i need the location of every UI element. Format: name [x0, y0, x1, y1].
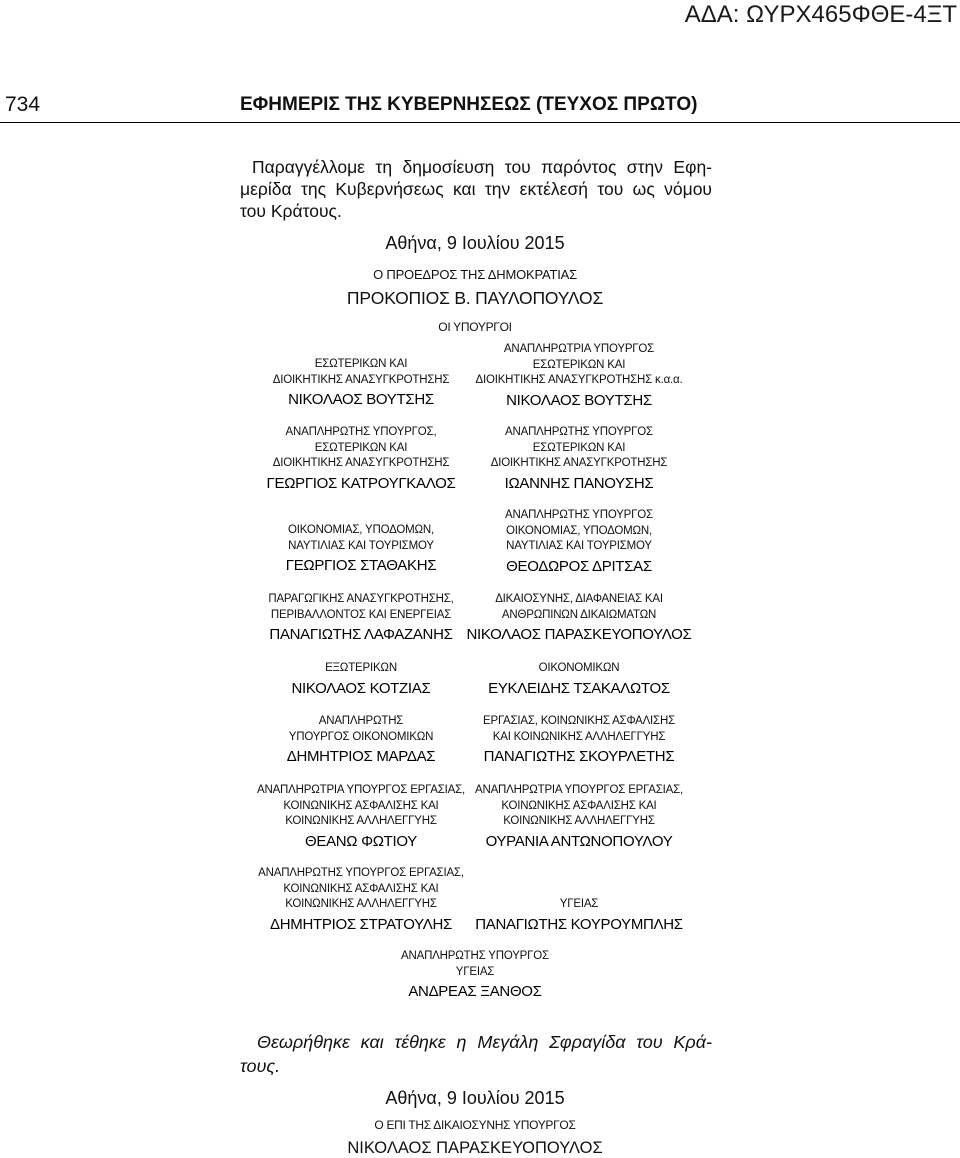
minister-role-line: ΑΝΑΠΛΗΡΩΤΗΣ — [318, 715, 404, 727]
minister-role-line: ΚΟΙΝΩΝΙΚΗΣ ΑΛΛΗΛΕΓΓΥΗΣ — [503, 815, 655, 827]
minister-name: ΑΝΔΡΕΑΣ ΞΑΝΘΟΣ — [408, 983, 542, 1000]
justice-minister-name: ΝΙΚΟΛΑΟΣ ΠΑΡΑΣΚΕΥΟΠΟΥΛΟΣ — [347, 1139, 603, 1157]
minister-role-line: ΥΓΕΙΑΣ — [559, 898, 599, 910]
minister-name: ΙΩΑΝΝΗΣ ΠΑΝΟΥΣΗΣ — [504, 474, 654, 492]
header-divider — [0, 122, 960, 123]
paragraph-line: μερίδα της Κυβερνήσεως και την εκτέλεσή του ως νόμου — [240, 179, 712, 199]
minister-name: ΕΥΚΛΕΙΔΗΣ ΤΣΑΚΑΛΩΤΟΣ — [488, 679, 670, 697]
minister-role-line: ΟΙΚΟΝΟΜΙΑΣ, ΥΠΟΔΟΜΩΝ, — [506, 524, 652, 537]
minister-role-line: ΔΙΚΑΙΟΣΥΝΗΣ, ΔΙΑΦΑΝΕΙΑΣ ΚΑΙ — [495, 593, 663, 605]
minister-role-line: ΠΕΡΙΒΑΛΛΟΝΤΟΣ ΚΑΙ ΕΝΕΡΓΕΙΑΣ — [270, 608, 452, 621]
minister-role-line: ΥΠΟΥΡΓΟΣ ΟΙΚΟΝΟΜΙΚΩΝ — [288, 730, 434, 743]
minister-role-line: ΕΣΩΤΕΡΙΚΩΝ ΚΑΙ — [314, 441, 408, 454]
minister-role-line: ΚΟΙΝΩΝΙΚΗΣ ΑΣΦΑΛΙΣΗΣ ΚΑΙ — [501, 799, 657, 812]
minister-name: ΠΑΝΑΓΙΩΤΗΣ ΣΚΟΥΡΛΕΤΗΣ — [483, 748, 675, 765]
minister-name: ΔΗΜΗΤΡΙΟΣ ΣΤΡΑΤΟΥΛΗΣ — [270, 915, 452, 933]
minister-name: ΝΙΚΟΛΑΟΣ ΒΟΥΤΣΗΣ — [288, 391, 434, 408]
page-number: 734 — [5, 93, 41, 116]
paragraph-line: Παραγγέλλομε τη δημοσίευση του παρόντος στην Εφη- — [252, 157, 712, 177]
paragraph-line: του Κράτους. — [240, 201, 342, 221]
ada-identifier: ΑΔΑ: ΩΥΡΧ465ΦΘΕ-4ΞΤ — [684, 1, 957, 28]
minister-role-line: ΑΝΑΠΛΗΡΩΤΡΙΑ ΥΠΟΥΡΓΟΣ — [503, 343, 655, 355]
minister-name: ΓΕΩΡΓΙΟΣ ΚΑΤΡΟΥΓΚΑΛΟΣ — [266, 474, 456, 492]
president-name: ΠΡΟΚΟΠΙΟΣ Β. ΠΑΥΛΟΠΟΥΛΟΣ — [346, 288, 604, 308]
minister-signature-block — [449, 661, 709, 699]
minister-name: ΠΑΝΑΓΙΩΤΗΣ ΛΑΦΑΖΑΝΗΣ — [269, 626, 453, 643]
minister-role-line: ΟΙΚΟΝΟΜΙΑΣ, ΥΠΟΔΟΜΩΝ, — [288, 524, 434, 536]
gazette-title: ΕΦΗΜΕΡΙΣ ΤΗΣ ΚΥΒΕΡΝΗΣΕΩΣ (ΤΕΥΧΟΣ ΠΡΩΤΟ) — [240, 94, 698, 115]
minister-name: ΘΕΟΔΩΡΟΣ ΔΡΙΤΣΑΣ — [506, 557, 652, 575]
minister-role-line: ΚΟΙΝΩΝΙΚΗΣ ΑΛΛΗΛΕΓΓΥΗΣ — [285, 815, 437, 827]
minister-role-line: ΑΝΘΡΩΠΙΝΩΝ ΔΙΚΑΙΩΜΑΤΩΝ — [501, 608, 657, 621]
minister-name: ΠΑΝΑΓΙΩΤΗΣ ΚΟΥΡΟΥΜΠΛΗΣ — [475, 915, 683, 933]
minister-role-line: ΑΝΑΠΛΗΡΩΤΗΣ ΥΠΟΥΡΓΟΣ, — [285, 426, 437, 438]
minister-role-line: ΔΙΟΙΚΗΤΙΚΗΣ ΑΝΑΣΥΓΚΡΟΤΗΣΗΣ — [490, 457, 668, 469]
minister-name: ΟΥΡΑΝΙΑ ΑΝΤΩΝΟΠΟΥΛΟΥ — [485, 832, 673, 850]
minister-role-line: ΚΟΙΝΩΝΙΚΗΣ ΑΛΛΗΛΕΓΓΥΗΣ — [285, 898, 437, 910]
minister-role-line: ΕΣΩΤΕΡΙΚΩΝ ΚΑΙ — [532, 358, 626, 371]
minister-name: ΘΕΑΝΩ ΦΩΤΙΟΥ — [305, 832, 417, 850]
minister-signature-block — [449, 897, 709, 935]
minister-role-line: ΔΙΟΙΚΗΤΙΚΗΣ ΑΝΑΣΥΓΚΡΟΤΗΣΗΣ κ.α.α. — [475, 374, 683, 386]
minister-signature-block — [449, 342, 709, 411]
minister-name: ΔΗΜΗΤΡΙΟΣ ΜΑΡΔΑΣ — [286, 748, 436, 765]
minister-signature-block — [449, 508, 709, 577]
ministers-heading: ΟΙ ΥΠΟΥΡΓΟΙ — [438, 320, 512, 334]
minister-role-line: ΑΝΑΠΛΗΡΩΤΗΣ ΥΠΟΥΡΓΟΣ ΕΡΓΑΣΙΑΣ, — [258, 867, 464, 879]
president-title: Ο ΠΡΟΕΔΡΟΣ ΤΗΣ ΔΗΜΟΚΡΑΤΙΑΣ — [373, 267, 577, 282]
minister-role-line: ΑΝΑΠΛΗΡΩΤΗΣ ΥΠΟΥΡΓΟΣ — [401, 950, 549, 962]
minister-role-line: ΑΝΑΠΛΗΡΩΤΡΙΑ ΥΠΟΥΡΓΟΣ ΕΡΓΑΣΙΑΣ, — [475, 784, 683, 796]
minister-role-line: ΕΣΩΤΕΡΙΚΩΝ ΚΑΙ — [314, 358, 408, 370]
minister-name: ΝΙΚΟΛΑΟΣ ΠΑΡΑΣΚΕΥΟΠΟΥΛΟΣ — [466, 626, 692, 643]
minister-role-line: ΔΙΟΙΚΗΤΙΚΗΣ ΑΝΑΣΥΓΚΡΟΤΗΣΗΣ — [272, 457, 450, 469]
minister-role-line: ΥΓΕΙΑΣ — [455, 965, 495, 978]
minister-role-line: ΚΟΙΝΩΝΙΚΗΣ ΑΣΦΑΛΙΣΗΣ ΚΑΙ — [283, 799, 439, 812]
minister-signature-block — [449, 783, 709, 852]
minister-role-line: ΑΝΑΠΛΗΡΩΤΗΣ ΥΠΟΥΡΓΟΣ — [505, 509, 653, 521]
minister-role-line: ΝΑΥΤΙΛΙΑΣ ΚΑΙ ΤΟΥΡΙΣΜΟΥ — [288, 539, 434, 552]
minister-name: ΝΙΚΟΛΑΟΣ ΚΟΤΖΙΑΣ — [291, 679, 431, 697]
minister-role-line: ΟΙΚΟΝΟΜΙΚΩΝ — [538, 662, 620, 674]
paragraph-line: τους. — [240, 1056, 281, 1076]
minister-role-line: ΔΙΟΙΚΗΤΙΚΗΣ ΑΝΑΣΥΓΚΡΟΤΗΣΗΣ — [272, 373, 450, 386]
seal-paragraph — [240, 1030, 712, 1078]
minister-role-line: ΚΟΙΝΩΝΙΚΗΣ ΑΣΦΑΛΙΣΗΣ ΚΑΙ — [283, 882, 439, 895]
minister-role-line: ΠΑΡΑΓΩΓΙΚΗΣ ΑΝΑΣΥΓΚΡΟΤΗΣΗΣ, — [268, 593, 454, 605]
minister-role-line: ΕΞΩΤΕΡΙΚΩΝ — [325, 662, 397, 674]
minister-role-line: ΝΑΥΤΙΛΙΑΣ ΚΑΙ ΤΟΥΡΙΣΜΟΥ — [506, 540, 652, 552]
minister-role-line: ΑΝΑΠΛΗΡΩΤΡΙΑ ΥΠΟΥΡΓΟΣ ΕΡΓΑΣΙΑΣ, — [257, 784, 465, 796]
minister-role-line: ΚΑΙ ΚΟΙΝΩΝΙΚΗΣ ΑΛΛΗΛΕΓΓΥΗΣ — [492, 730, 666, 743]
justice-minister-title: Ο ΕΠΙ ΤΗΣ ΔΙΚΑΙΟΣΥΝΗΣ ΥΠΟΥΡΓΟΣ — [374, 1118, 576, 1132]
minister-name: ΝΙΚΟΛΑΟΣ ΒΟΥΤΣΗΣ — [506, 391, 652, 409]
minister-role-line: ΕΡΓΑΣΙΑΣ, ΚΟΙΝΩΝΙΚΗΣ ΑΣΦΑΛΙΣΗΣ — [483, 715, 675, 727]
minister-signature-block — [449, 714, 709, 767]
minister-name: ΓΕΩΡΓΙΟΣ ΣΤΑΘΑΚΗΣ — [285, 557, 437, 574]
promulgation-date: Αθήνα, 9 Ιουλίου 2015 — [385, 233, 565, 253]
minister-signature-block — [449, 425, 709, 494]
publication-order-paragraph — [240, 156, 712, 222]
minister-role-line: ΕΣΩΤΕΡΙΚΩΝ ΚΑΙ — [532, 441, 626, 454]
minister-signature-block — [345, 949, 605, 1002]
minister-role-line: ΑΝΑΠΛΗΡΩΤΗΣ ΥΠΟΥΡΓΟΣ — [505, 426, 653, 438]
seal-date: Αθήνα, 9 Ιουλίου 2015 — [385, 1088, 565, 1108]
minister-signature-block — [449, 592, 709, 645]
paragraph-line: Θεωρήθηκε και τέθηκε η Μεγάλη Σφραγίδα του Κρά- — [257, 1032, 712, 1052]
